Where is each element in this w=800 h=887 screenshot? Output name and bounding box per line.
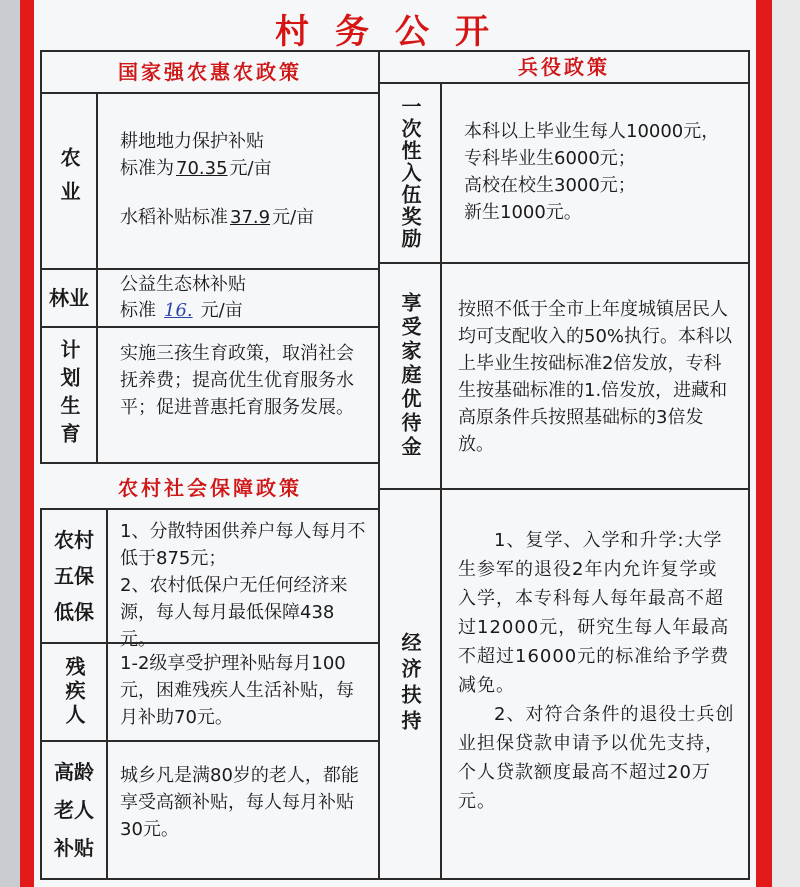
family-benefit-content: 按照不低于全市上年度城镇居民人均可支配收入的50%执行。本科以上毕业生按础标准2倍发放，专科生按基础标准的1.倍发放，进藏和高原条件兵按照基础标的3倍发放。 [440, 262, 750, 490]
agri-line-3-unit: 元/亩 [272, 207, 315, 228]
economic-para-1: 1、复学、入学和升学:大学生参军的退役2年内允许复学或入学，本专科每人每年最高不超过12000元，研究生每人年最高不超过16000元的标准给予学费减免。 [458, 530, 730, 696]
label-enlistment-reward [378, 82, 442, 264]
wubao-item-1: 1、分散特困供养户每人每月不低于875元； [120, 521, 366, 569]
wubao-label-2: 五保 [54, 564, 94, 588]
header-military-policy: 兵役政策 [378, 50, 750, 84]
label-wubao-lines [54, 522, 94, 630]
reward-line-3: 高校在校生3000元； [464, 175, 636, 196]
label-disabled [40, 642, 108, 742]
label-wubao [40, 508, 108, 644]
elderly-label-1: 高龄 [54, 760, 94, 784]
family-planning-content: 实施三孩生育政策，取消社会抚养费；提高优生优育服务水平；促进普惠托育服务发展。 [96, 326, 380, 464]
label-disabled-text: 残疾人 [62, 656, 86, 728]
board-title: 村务公开 [275, 12, 515, 52]
agri-rate-1: 70.35 [176, 158, 228, 179]
reward-line-2: 专科毕业生6000元； [464, 148, 636, 169]
forest-rate: 16. [164, 300, 193, 321]
wubao-item-2: 2、农村低保户无任何经济来源，每人每月最低保障438元。 [120, 575, 348, 650]
economic-para-2: 2、对符合条件的退役士兵创业担保贷款申请予以优先支持，个人贷款额度最高不超过20万元。 [458, 704, 735, 812]
header-social-security: 农村社会保障政策 [118, 475, 302, 500]
agri-line-2-unit: 元/亩 [229, 158, 272, 179]
forest-line-2 [120, 298, 364, 324]
agri-line-2-prefix: 标准为 [120, 158, 174, 179]
label-family-benefit [378, 262, 442, 490]
agri-rate-2: 37.9 [230, 207, 271, 228]
red-notice-frame [20, 0, 772, 887]
economic-support-content [440, 488, 750, 880]
label-family-benefit-text: 享受家庭优待金 [398, 292, 422, 460]
label-agriculture-text: 农业 [57, 147, 81, 215]
forest-line-2-prefix: 标准 [120, 300, 156, 321]
wubao-content [106, 508, 380, 650]
forest-line-2-unit: 元/亩 [200, 300, 243, 321]
agri-line-2 [120, 155, 364, 182]
header-agri-policy: 国家强农惠农政策 [40, 50, 380, 94]
agriculture-content [96, 92, 380, 270]
label-enlistment-reward-text: 一次性入伍奖励 [398, 96, 422, 250]
wubao-label-3: 低保 [54, 600, 94, 624]
label-economic-support [378, 488, 442, 880]
wubao-label-1: 农村 [54, 528, 94, 552]
disabled-content: 1-2级享受护理补贴每月100元，困难残疾人生活补贴，每月补助70元。 [106, 642, 380, 742]
agri-line-1: 耕地地力保护补贴 [120, 131, 264, 152]
label-elderly-lines [54, 753, 94, 867]
reward-line-1: 本科以上毕业生每人10000元， [464, 121, 720, 142]
notice-board [34, 0, 756, 887]
elderly-content: 城乡凡是满80岁的老人，都能享受高额补贴，每人每月补贴30元。 [106, 740, 380, 880]
reward-line-4: 新生1000元。 [464, 202, 582, 223]
label-elderly [40, 740, 108, 880]
label-forestry: 林业 [40, 268, 98, 328]
enlistment-reward-content [440, 82, 750, 264]
label-family-planning [40, 326, 98, 464]
forest-line-1: 公益生态林补贴 [120, 274, 246, 295]
elderly-label-2: 老人 [54, 798, 94, 822]
elderly-label-3: 补贴 [54, 836, 94, 860]
forestry-content [96, 268, 380, 328]
label-agriculture [40, 92, 98, 270]
background-left [0, 0, 22, 887]
label-economic-support-text: 经济扶持 [398, 632, 422, 736]
label-family-planning-text: 计划生育 [57, 339, 81, 451]
agri-line-3 [120, 204, 364, 231]
agri-line-3-prefix: 水稻补贴标准 [120, 207, 228, 228]
